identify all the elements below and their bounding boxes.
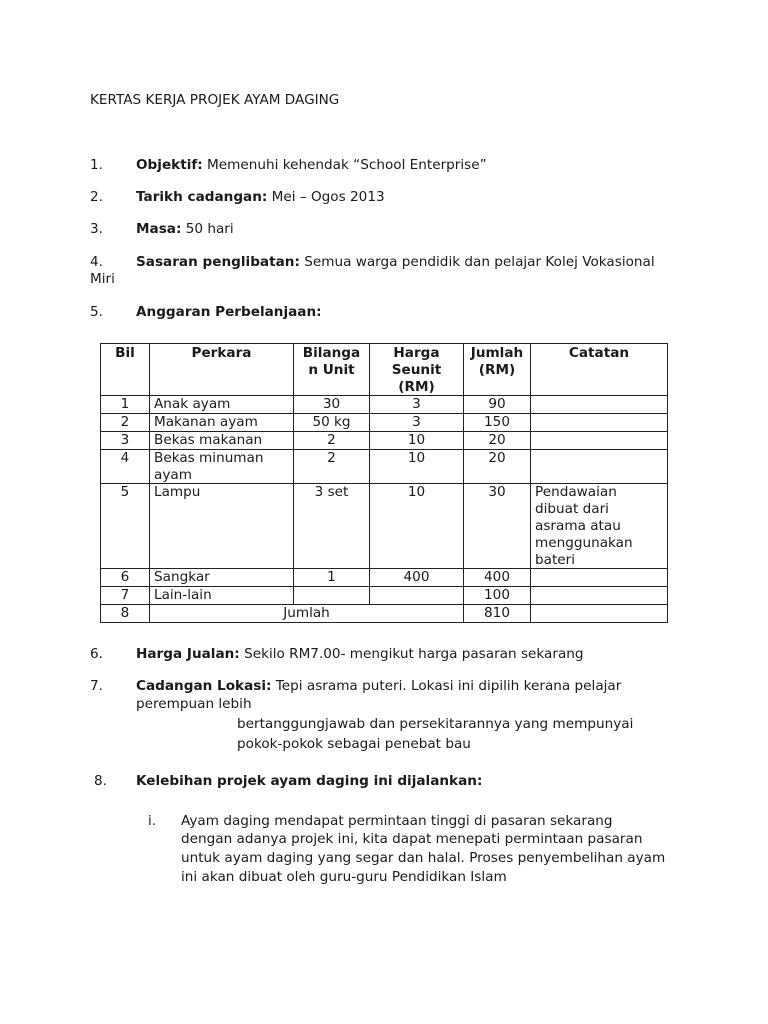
cell-catatan [531, 414, 668, 432]
sub-item-line: untuk ayam daging yang segar dan halal. Proses penyembelihan ayam [181, 850, 666, 866]
cell-unit: 3 set [294, 484, 370, 569]
cell-catatan [531, 604, 668, 622]
item-label: Masa: [136, 221, 182, 237]
cell-harga: 3 [370, 396, 464, 414]
table-total-row [101, 604, 668, 622]
item-text-line3: bertanggungjawab dan persekitarannya yang mempunyai [237, 716, 634, 732]
cell-total-label: Jumlah [150, 604, 464, 622]
cell-bil: 6 [101, 569, 150, 587]
item-label: Harga Jualan: [136, 646, 240, 662]
item-text: Tepi asrama puteri. Lokasi ini dipilih kerana pelajar [275, 678, 622, 694]
cell-unit: 2 [294, 449, 370, 484]
cell-bil: 2 [101, 414, 150, 432]
document-title: KERTAS KERJA PROJEK AYAM DAGING [90, 92, 340, 108]
cell-bil: 5 [101, 484, 150, 569]
header-harga-seunit: Harga Seunit (RM) [370, 344, 464, 396]
cell-unit: 50 kg [294, 414, 370, 432]
sub-item-line: dengan adanya projek ini, kita dapat menepati permintaan pasaran [181, 831, 643, 847]
item-text-line2: perempuan lebih [136, 696, 252, 712]
table-header-row [101, 344, 668, 396]
header-jumlah: Jumlah (RM) [464, 344, 531, 396]
header-bilangan-unit: Bilangan Unit [294, 344, 370, 396]
budget-table [100, 343, 668, 623]
cell-perkara: Makanan ayam [150, 414, 294, 432]
item-text: 50 hari [185, 221, 234, 237]
cell-bil: 7 [101, 587, 150, 605]
sub-item-line: Ayam daging mendapat permintaan tinggi di pasaran sekarang [181, 813, 613, 829]
cell-perkara: Anak ayam [150, 396, 294, 414]
cell-perkara: Sangkar [150, 569, 294, 587]
cell-bil: 8 [101, 604, 150, 622]
header-catatan: Catatan [531, 344, 668, 396]
cell-harga [370, 587, 464, 605]
item-text: Semua warga pendidik dan pelajar Kolej Vokasional [304, 254, 655, 270]
cell-harga: 400 [370, 569, 464, 587]
item-number: 4. [90, 254, 103, 270]
item-text-continued: Miri [90, 271, 115, 287]
item-number: 6. [90, 646, 103, 662]
item-label: Sasaran penglibatan: [136, 254, 300, 270]
cell-catatan: Pendawaian dibuat dari asrama atau menggunakan bateri [531, 484, 668, 569]
item-number: 8. [94, 773, 107, 789]
table-row [101, 587, 668, 605]
item-text: Memenuhi kehendak “School Enterprise” [207, 157, 487, 173]
cell-harga: 10 [370, 431, 464, 449]
cell-catatan [531, 569, 668, 587]
cell-catatan [531, 587, 668, 605]
item-number: 3. [90, 221, 103, 237]
cell-perkara: Bekas minuman ayam [150, 449, 294, 484]
cell-harga: 10 [370, 484, 464, 569]
item-label: Tarikh cadangan: [136, 189, 268, 205]
table-row [101, 484, 668, 569]
item-text: Sekilo RM7.00- mengikut harga pasaran sekarang [244, 646, 584, 662]
cell-catatan [531, 396, 668, 414]
cell-bil: 3 [101, 431, 150, 449]
item-label: Anggaran Perbelanjaan: [136, 304, 322, 320]
sub-item-marker: i. [148, 813, 157, 829]
cell-unit: 2 [294, 431, 370, 449]
cell-perkara: Lampu [150, 484, 294, 569]
cell-bil: 4 [101, 449, 150, 484]
item-text: Mei – Ogos 2013 [271, 189, 385, 205]
cell-harga: 3 [370, 414, 464, 432]
cell-unit: 1 [294, 569, 370, 587]
item-label: Cadangan Lokasi: [136, 678, 272, 694]
cell-jumlah: 20 [464, 449, 531, 484]
cell-perkara: Lain-lain [150, 587, 294, 605]
cell-jumlah: 400 [464, 569, 531, 587]
item-number: 1. [90, 157, 103, 173]
cell-unit [294, 587, 370, 605]
item-text-line4: pokok-pokok sebagai penebat bau [237, 736, 471, 752]
cell-jumlah: 100 [464, 587, 531, 605]
cell-catatan [531, 449, 668, 484]
cell-jumlah: 20 [464, 431, 531, 449]
cell-harga: 10 [370, 449, 464, 484]
cell-catatan [531, 431, 668, 449]
cell-unit: 30 [294, 396, 370, 414]
cell-perkara: Bekas makanan [150, 431, 294, 449]
table-row [101, 449, 668, 484]
item-number: 7. [90, 678, 103, 694]
table-row [101, 569, 668, 587]
sub-item-line: ini akan dibuat oleh guru-guru Pendidikan Islam [181, 869, 507, 885]
header-bil: Bil [101, 344, 150, 396]
cell-jumlah: 150 [464, 414, 531, 432]
item-number: 2. [90, 189, 103, 205]
item-label: Kelebihan projek ayam daging ini dijalankan: [136, 773, 483, 789]
header-perkara: Perkara [150, 344, 294, 396]
item-label: Objektif: [136, 157, 203, 173]
cell-bil: 1 [101, 396, 150, 414]
cell-jumlah: 30 [464, 484, 531, 569]
item-number: 5. [90, 304, 103, 320]
table-row [101, 431, 668, 449]
table-row [101, 396, 668, 414]
table-row [101, 414, 668, 432]
cell-total-jumlah: 810 [464, 604, 531, 622]
cell-jumlah: 90 [464, 396, 531, 414]
